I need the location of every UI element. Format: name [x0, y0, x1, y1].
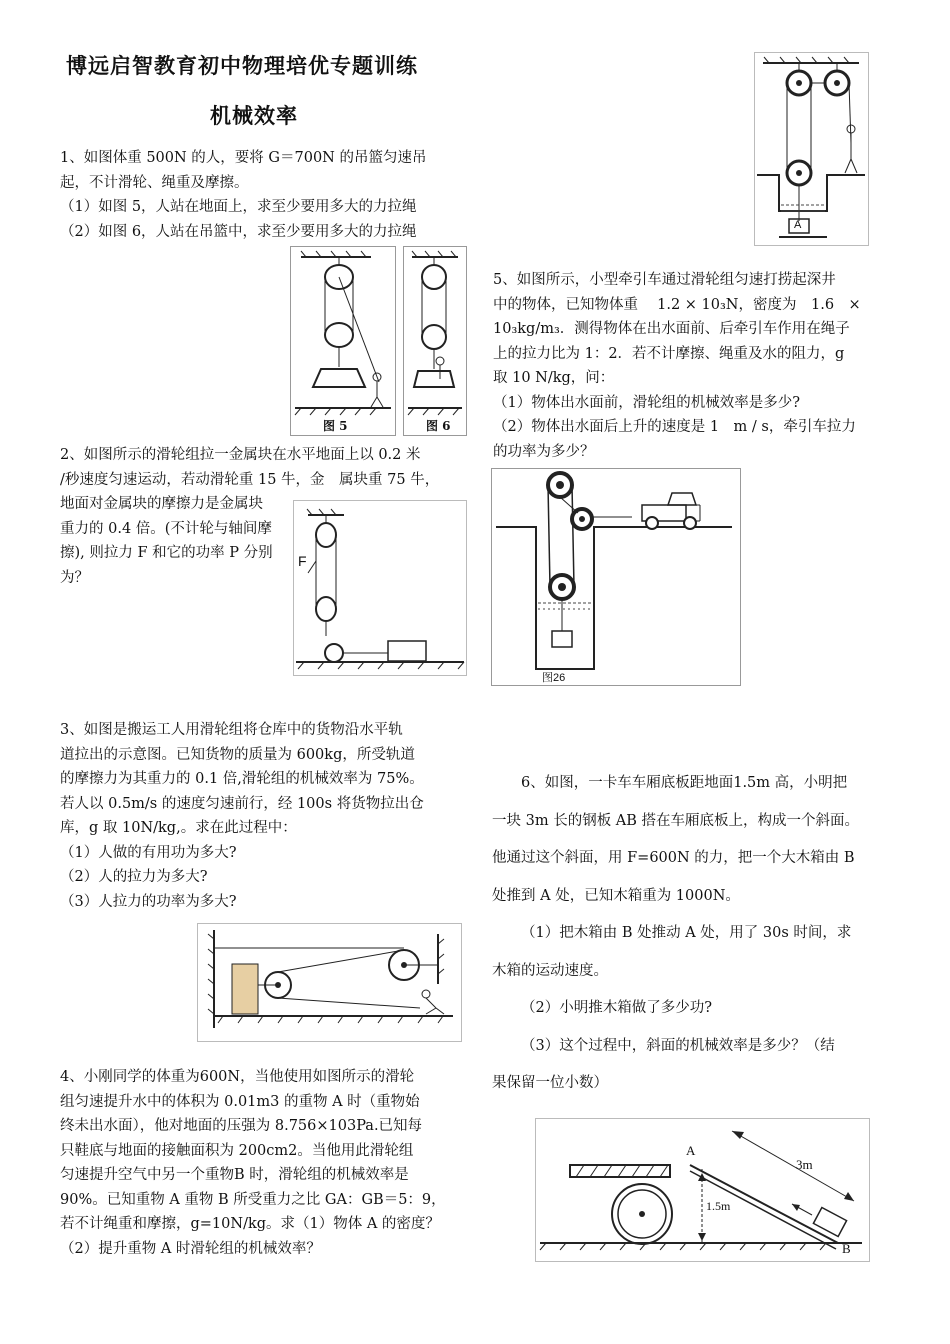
q5-line: 10₃kg/m₃．测得物体在出水面前、后牵引车作用在绳子 — [493, 321, 850, 337]
q3-line: 若人以 0.5m/s 的速度匀速前行，经 100s 将货物拉出仓 — [60, 795, 424, 812]
weight-a-label: A — [794, 219, 802, 231]
page-subtitle: 机械效率 — [210, 103, 298, 128]
point-a-label: A — [686, 1143, 696, 1158]
q6-line: 他通过这个斜面，用 F=600N 的力，把一个大木箱由 B — [492, 850, 855, 866]
q6-line: 6、如图，一卡车车厢底板距地面1.5m 高，小明把 — [521, 775, 848, 791]
force-f-label: F — [298, 553, 307, 569]
q3-line: 的摩擦力为其重力的 0.1 倍,滑轮组的机械效率为 75%。 — [60, 771, 424, 787]
figure-6-drawing — [404, 247, 466, 435]
figure-q2 — [293, 500, 467, 676]
figure-6 — [403, 246, 467, 436]
figure-5-label: 图 5 — [323, 419, 348, 433]
q5-line: 5、如图所示，小型牵引车通过滑轮组匀速打捞起深井 — [493, 272, 836, 288]
figure-q5 — [491, 468, 741, 686]
figure-q3-drawing — [198, 924, 461, 1041]
q5-line: 中的物体，已知物体重 1.2 × 10₃N，密度为 1.6 × — [493, 296, 861, 313]
q4-line: 若不计绳重和摩擦，g=10N/kg。求（1）物体 A 的密度？ — [60, 1216, 440, 1232]
figure-5 — [290, 246, 396, 436]
question-1 — [60, 146, 470, 244]
q1-line: （1）如图 5，人站在地面上，求至少要用多大的力拉绳 — [60, 199, 417, 215]
q4-line: 终未出水面），他对地面的压强为 8.756×103Pa.已知每 — [60, 1118, 423, 1134]
q6-line: 处推到 A 处，已知木箱重为 1000N。 — [492, 887, 740, 904]
q2-line: 为？ — [60, 569, 89, 586]
height-label: 1.5m — [706, 1199, 731, 1213]
q5-line: （2）物体出水面后上升的速度是 1 m / s，牵引车拉力 — [493, 419, 856, 435]
q5-line: 取 10 N/kg，问： — [493, 370, 615, 386]
point-b-label: B — [842, 1241, 851, 1256]
figure-5-drawing — [291, 247, 395, 435]
q6-line: 果保留一位小数） — [492, 1075, 608, 1091]
q3-line: （3）人拉力的功率为多大? — [60, 893, 237, 910]
q2-line: 重力的 0.4 倍。(不计轮与轴间摩 — [60, 520, 272, 537]
figure-q6 — [535, 1118, 870, 1262]
figure-q2-drawing — [294, 501, 466, 675]
question-5 — [493, 268, 893, 464]
figure-6-label: 图 6 — [426, 419, 451, 433]
question-4 — [60, 1065, 470, 1261]
q5-line: 上的拉力比为 1：2．若不计摩擦、绳重及水的阻力，g — [493, 345, 845, 362]
figure-q3 — [197, 923, 462, 1042]
q5-line: （1）物体出水面前，滑轮组的机械效率是多少? — [493, 394, 800, 411]
q4-line: （2）提升重物 A 时滑轮组的机械效率？ — [60, 1240, 321, 1257]
q3-line: 3、如图是搬运工人用滑轮组将仓库中的货物沿水平轨 — [60, 722, 403, 738]
length-label: 3m — [796, 1157, 813, 1172]
figure-q5-drawing — [492, 469, 740, 685]
q2-line: 地面对金属块的摩擦力是金属块 — [60, 496, 263, 512]
q6-line: （3）这个过程中，斜面的机械效率是多少？（结 — [521, 1037, 835, 1054]
page-title: 博远启智教育初中物理培优专题训练 — [66, 53, 418, 78]
q3-line: 道拉出的示意图。已知货物的质量为 600kg，所受轨道 — [60, 746, 415, 763]
q3-line: （1）人做的有用功为多大? — [60, 844, 237, 861]
figure-q4 — [754, 52, 869, 246]
q4-line: 组匀速提升水中的体积为 0.01m3 的重物 A 时（重物始 — [60, 1093, 420, 1110]
q4-line: 匀速提升空气中另一个重物B 时，滑轮组的机械效率是 — [60, 1167, 409, 1183]
question-6 — [492, 765, 897, 1103]
q2-line: /秒速度匀速运动，若动滑轮重 15 牛，金 属块重 75 牛， — [60, 471, 440, 488]
q3-line: （2）人的拉力为多大? — [60, 869, 208, 885]
q6-line: 一块 3m 长的钢板 AB 搭在车厢底板上，构成一个斜面。 — [492, 812, 860, 829]
figure-q6-drawing — [536, 1119, 869, 1261]
figure-q5-label: 图26 — [542, 672, 566, 684]
q2-line: 擦), 则拉力 F 和它的功率 P 分别 — [60, 545, 273, 561]
q6-line: 木箱的运动速度。 — [492, 962, 608, 979]
q4-line: 4、小刚同学的体重为600N，当他使用如图所示的滑轮 — [60, 1069, 415, 1085]
question-3 — [60, 718, 470, 914]
q5-line: 的功率为多少？ — [493, 443, 595, 460]
q4-line: 只鞋底与地面的接触面积为 200cm2。当他用此滑轮组 — [60, 1142, 414, 1159]
q6-line: （1）把木箱由 B 处推动 A 处，用了 30s 时间，求 — [521, 925, 852, 941]
q1-line: （2）如图 6，人站在吊篮中，求至少要用多大的力拉绳 — [60, 223, 417, 240]
q6-line: （2）小明推木箱做了多少功? — [521, 1000, 712, 1016]
q1-line: 1、如图体重 500N 的人，要将 G＝700N 的吊篮匀速吊 — [60, 150, 427, 166]
figure-q4-drawing — [755, 53, 868, 245]
q3-line: 库，g 取 10N/kg,。求在此过程中： — [60, 820, 297, 836]
q4-line: 90%。已知重物 A 重物 B 所受重力之比 GA：GB＝5：9， — [60, 1191, 446, 1208]
q2-line: 2、如图所示的滑轮组拉一金属块在水平地面上以 0.2 米 — [60, 447, 421, 463]
q1-line: 起，不计滑轮、绳重及摩擦。 — [60, 174, 249, 191]
